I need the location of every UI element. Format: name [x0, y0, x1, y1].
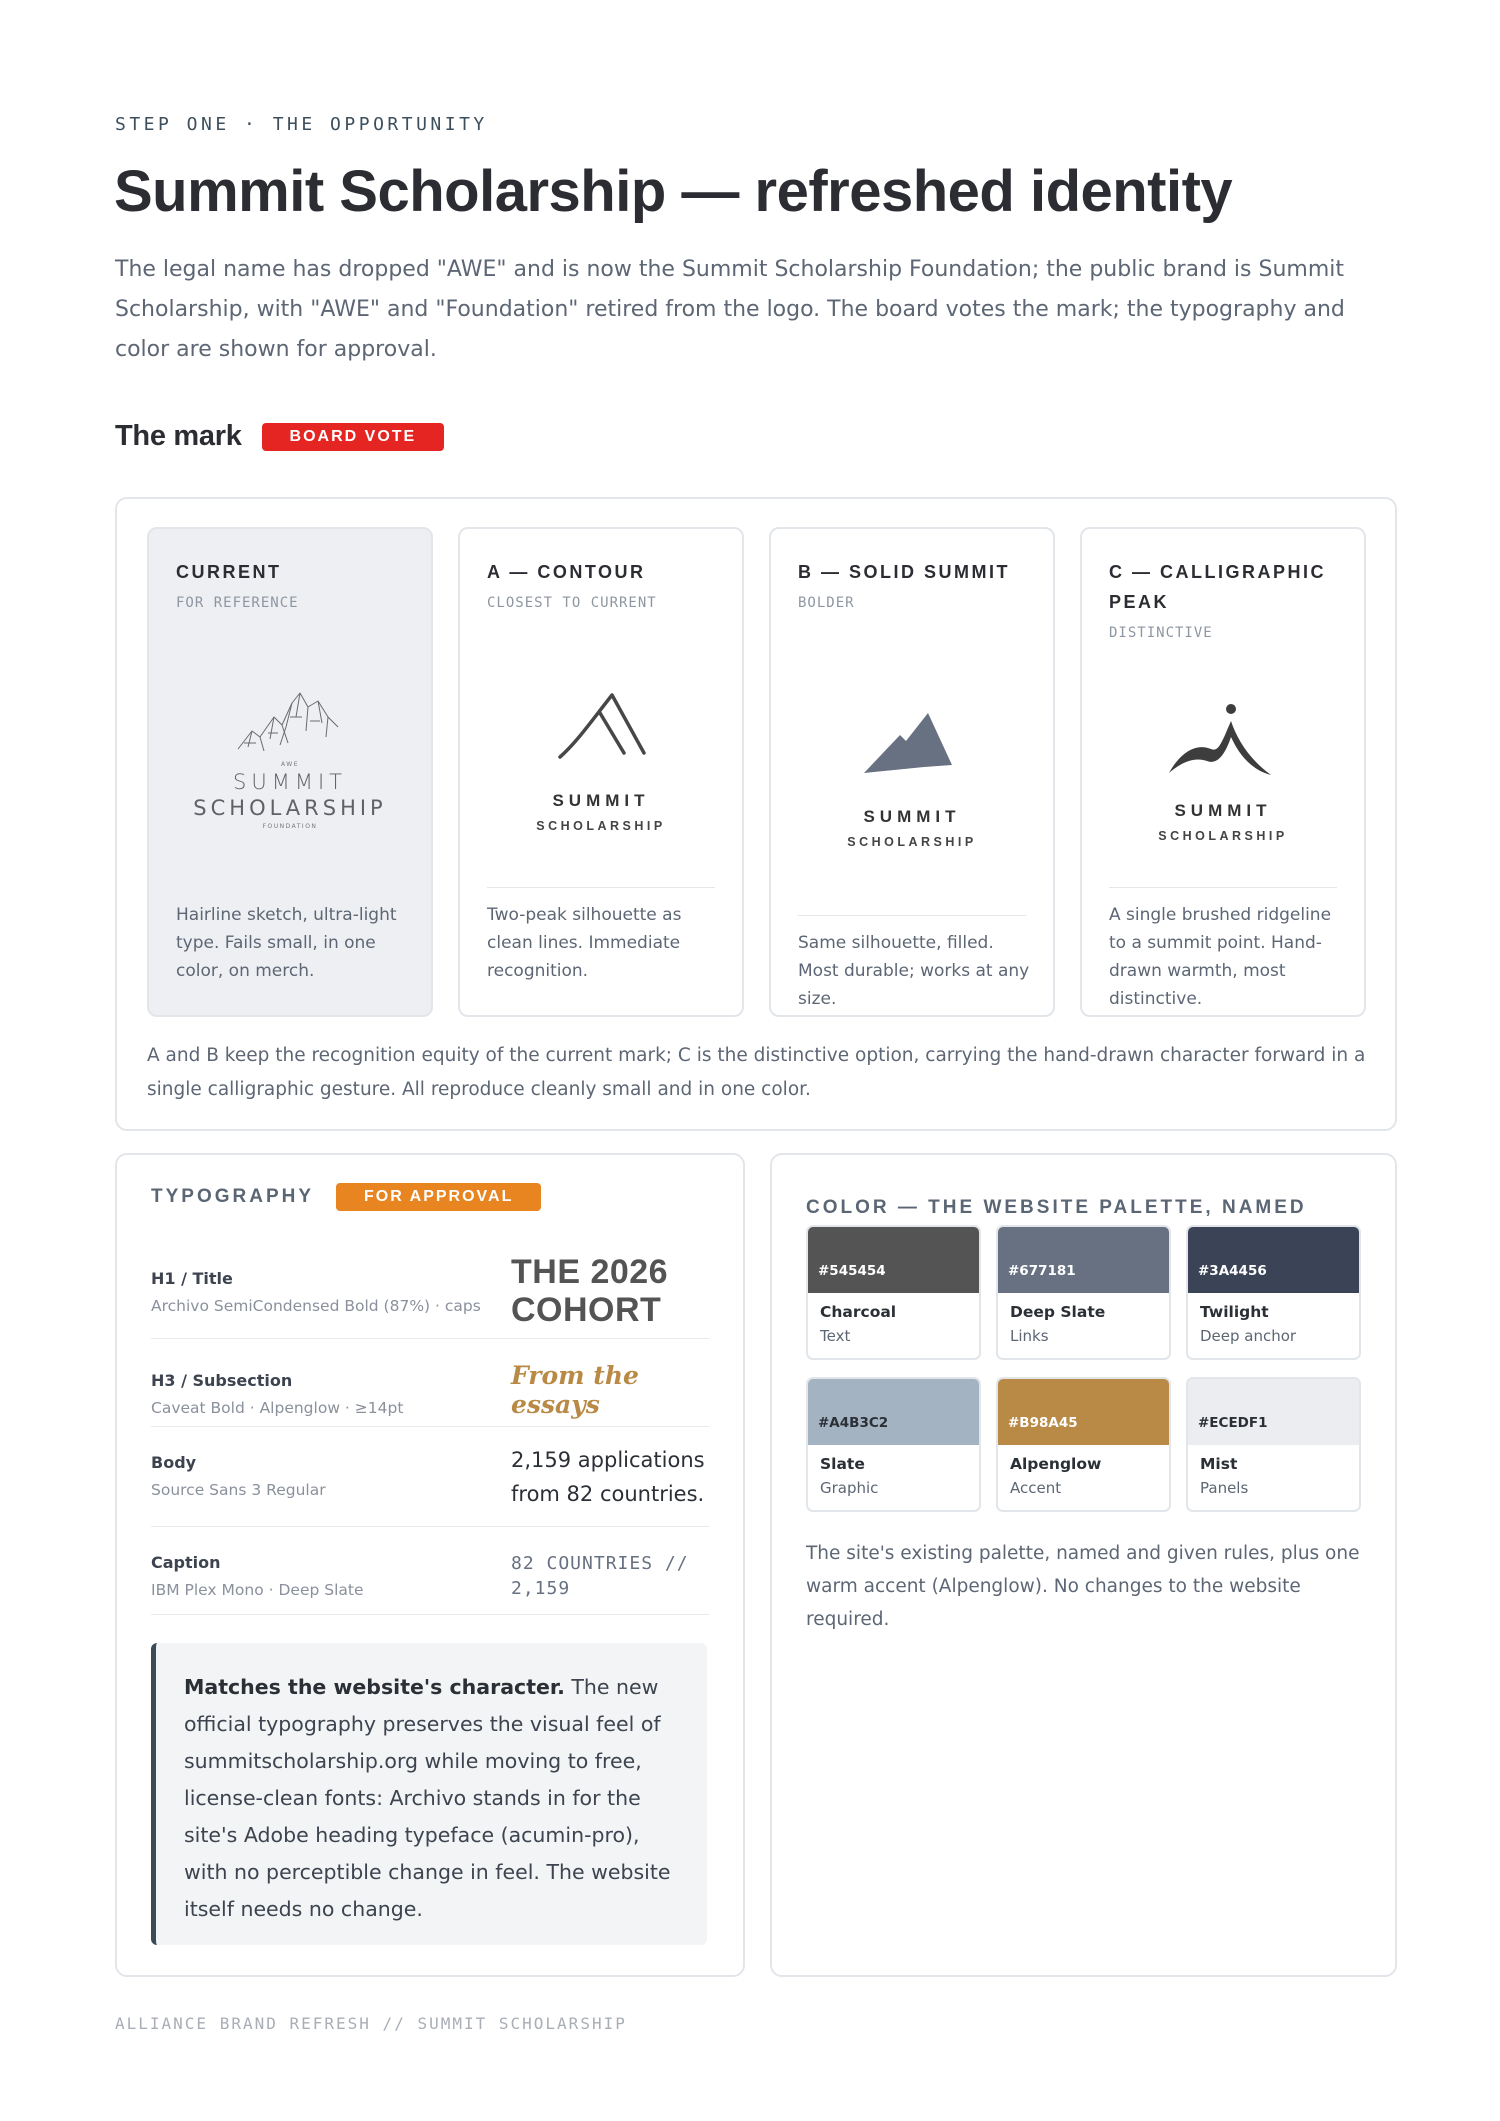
type-row-h1 — [151, 1253, 709, 1339]
solid-logo-line1: SUMMIT — [863, 807, 961, 826]
swatch-name: Alpenglow — [1010, 1455, 1102, 1473]
color-swatch[interactable] — [806, 1225, 981, 1360]
color-swatch[interactable] — [1186, 1225, 1361, 1360]
type-row-h3 — [151, 1339, 709, 1427]
caption-sample: 82 COUNTRIES // 2,159 — [511, 1553, 689, 1599]
solid-logo-line2: SCHOLARSHIP — [847, 835, 977, 849]
type-row-caption — [151, 1527, 709, 1615]
card-description: A single brushed ridgeline to a summit point. Hand-drawn warmth, most distinctive. — [1109, 905, 1332, 1009]
swatch-name: Mist — [1200, 1455, 1238, 1473]
mark-heading — [115, 420, 444, 453]
card-subtitle: BOLDER — [798, 595, 855, 611]
eyebrow: STEP ONE · THE OPPORTUNITY — [115, 114, 488, 135]
type-row-spec: Source Sans 3 Regular — [151, 1481, 326, 1499]
card-divider — [798, 915, 1026, 916]
body-sample: 2,159 applications from 82 countries. — [511, 1448, 705, 1506]
card-title: C — CALLIGRAPHIC PEAK — [1109, 562, 1326, 612]
swatch-role: Deep anchor — [1200, 1327, 1297, 1345]
swatch-hex: #3A4456 — [1198, 1263, 1267, 1279]
contour-mountain-icon — [546, 687, 656, 767]
page-title: Summit Scholarship — refreshed identity — [114, 159, 1233, 224]
solid-mountain-icon — [862, 707, 962, 777]
swatch-hex: #545454 — [818, 1263, 886, 1279]
calligraphic-logo — [1082, 699, 1364, 843]
contour-logo — [460, 687, 742, 833]
typography-panel — [115, 1153, 745, 1977]
swatch-hex: #A4B3C2 — [818, 1415, 889, 1431]
color-swatch[interactable] — [996, 1225, 1171, 1360]
swatch-hex: #ECEDF1 — [1198, 1415, 1268, 1431]
type-row-body — [151, 1427, 709, 1527]
card-subtitle: FOR REFERENCE — [176, 595, 299, 611]
solid-logo — [771, 707, 1053, 849]
type-row-name: Caption — [151, 1553, 221, 1572]
intro-paragraph: The legal name has dropped "AWE" and is now the Summit Scholarship Foundation; the public brand is Summit Scholarship, with "AWE" and "Foundation" retired from the logo. The board votes the mark; the typography and color are shown for approval. — [115, 257, 1345, 362]
h1-sample: THE 2026 COHORT — [511, 1253, 669, 1329]
typography-label: TYPOGRAPHY — [151, 1186, 315, 1207]
card-divider — [487, 887, 715, 888]
current-logo-line2: SCHOLARSHIP — [193, 796, 387, 820]
type-row-spec: IBM Plex Mono · Deep Slate — [151, 1581, 364, 1599]
card-subtitle: DISTINCTIVE — [1109, 625, 1213, 641]
card-divider — [1109, 887, 1337, 888]
swatch-chip — [1188, 1227, 1359, 1293]
h3-sample: From the essays — [511, 1361, 639, 1419]
swatch-chip — [808, 1227, 979, 1293]
type-row-name: H1 / Title — [151, 1269, 233, 1288]
swatch-chip — [1188, 1379, 1359, 1445]
card-description: Two-peak silhouette as clean lines. Immediate recognition. — [487, 905, 682, 981]
card-title: CURRENT — [176, 562, 282, 582]
type-row-spec: Archivo SemiCondensed Bold (87%) · caps — [151, 1297, 481, 1315]
mark-note: A and B keep the recognition equity of the current mark; C is the distinctive option, carrying the hand-drawn character forward in a single calligraphic gesture. All reproduce cleanly small and in one color. — [147, 1045, 1366, 1100]
for-approval-badge: FOR APPROVAL — [336, 1183, 541, 1211]
current-logo — [149, 687, 431, 830]
swatch-role: Panels — [1200, 1479, 1249, 1497]
mark-card-contour[interactable] — [458, 527, 744, 1017]
mark-card-calligraphic-peak[interactable] — [1080, 527, 1366, 1017]
color-swatch[interactable] — [806, 1377, 981, 1512]
swatch-role: Text — [820, 1327, 851, 1345]
typography-header — [151, 1183, 541, 1211]
swatch-hex: #677181 — [1008, 1263, 1076, 1279]
card-title: B — SOLID SUMMIT — [798, 562, 1010, 582]
swatch-chip — [998, 1227, 1169, 1293]
color-note: The site's existing palette, named and given rules, plus one warm accent (Alpenglow). No changes to the website required. — [806, 1543, 1360, 1630]
calligraphic-logo-line1: SUMMIT — [1174, 801, 1272, 820]
mark-heading-title: The mark — [115, 420, 242, 452]
swatch-chip — [998, 1379, 1169, 1445]
mark-panel — [115, 497, 1397, 1131]
card-description: Hairline sketch, ultra-light type. Fails small, in one color, on merch. — [176, 905, 397, 981]
contour-logo-line2: SCHOLARSHIP — [536, 819, 666, 833]
mark-card-current[interactable] — [147, 527, 433, 1017]
swatch-role: Links — [1010, 1327, 1049, 1345]
swatch-name: Twilight — [1200, 1303, 1269, 1321]
type-row-spec: Caveat Bold · Alpenglow · ≥14pt — [151, 1399, 404, 1417]
callout-body: The new official typography preserves the visual feel of summitscholarship.org while moving to free, license-clean fonts: Archivo stands in for the site's Adobe heading typeface (acumin-pro), with no perceptible change in feel. The website itself needs no change. — [184, 1675, 671, 1921]
calligraphic-peak-icon — [1163, 699, 1283, 785]
swatch-hex: #B98A45 — [1008, 1415, 1078, 1431]
card-title: A — CONTOUR — [487, 562, 646, 582]
page-footer: ALLIANCE BRAND REFRESH // SUMMIT SCHOLARSHIP — [115, 2014, 627, 2033]
card-description: Same silhouette, filled. Most durable; works at any size. — [798, 933, 1030, 1009]
swatch-name: Deep Slate — [1010, 1303, 1106, 1321]
mark-card-solid-summit[interactable] — [769, 527, 1055, 1017]
current-logo-line1: SUMMIT — [233, 770, 347, 794]
callout-lead: Matches the website's character. — [184, 1675, 565, 1699]
board-vote-badge: BOARD VOTE — [262, 423, 445, 451]
swatch-role: Graphic — [820, 1479, 879, 1497]
swatch-name: Charcoal — [820, 1303, 897, 1321]
type-row-name: H3 / Subsection — [151, 1371, 293, 1390]
swatch-name: Slate — [820, 1455, 865, 1473]
color-label: COLOR — THE WEBSITE PALETTE, NAMED — [806, 1197, 1307, 1218]
current-logo-foundation: FOUNDATION — [262, 823, 318, 830]
swatch-role: Accent — [1010, 1479, 1062, 1497]
current-logo-awe: AWE — [281, 761, 299, 768]
card-subtitle: CLOSEST TO CURRENT — [487, 595, 657, 611]
sketch-mountain-icon — [230, 687, 350, 759]
swatch-chip — [808, 1379, 979, 1445]
color-panel — [770, 1153, 1397, 1977]
color-swatch[interactable] — [1186, 1377, 1361, 1512]
color-swatch[interactable] — [996, 1377, 1171, 1512]
type-row-name: Body — [151, 1453, 197, 1472]
contour-logo-line1: SUMMIT — [552, 791, 650, 810]
color-header — [806, 1197, 1307, 1219]
calligraphic-logo-line2: SCHOLARSHIP — [1158, 829, 1288, 843]
typography-callout — [151, 1643, 707, 1945]
